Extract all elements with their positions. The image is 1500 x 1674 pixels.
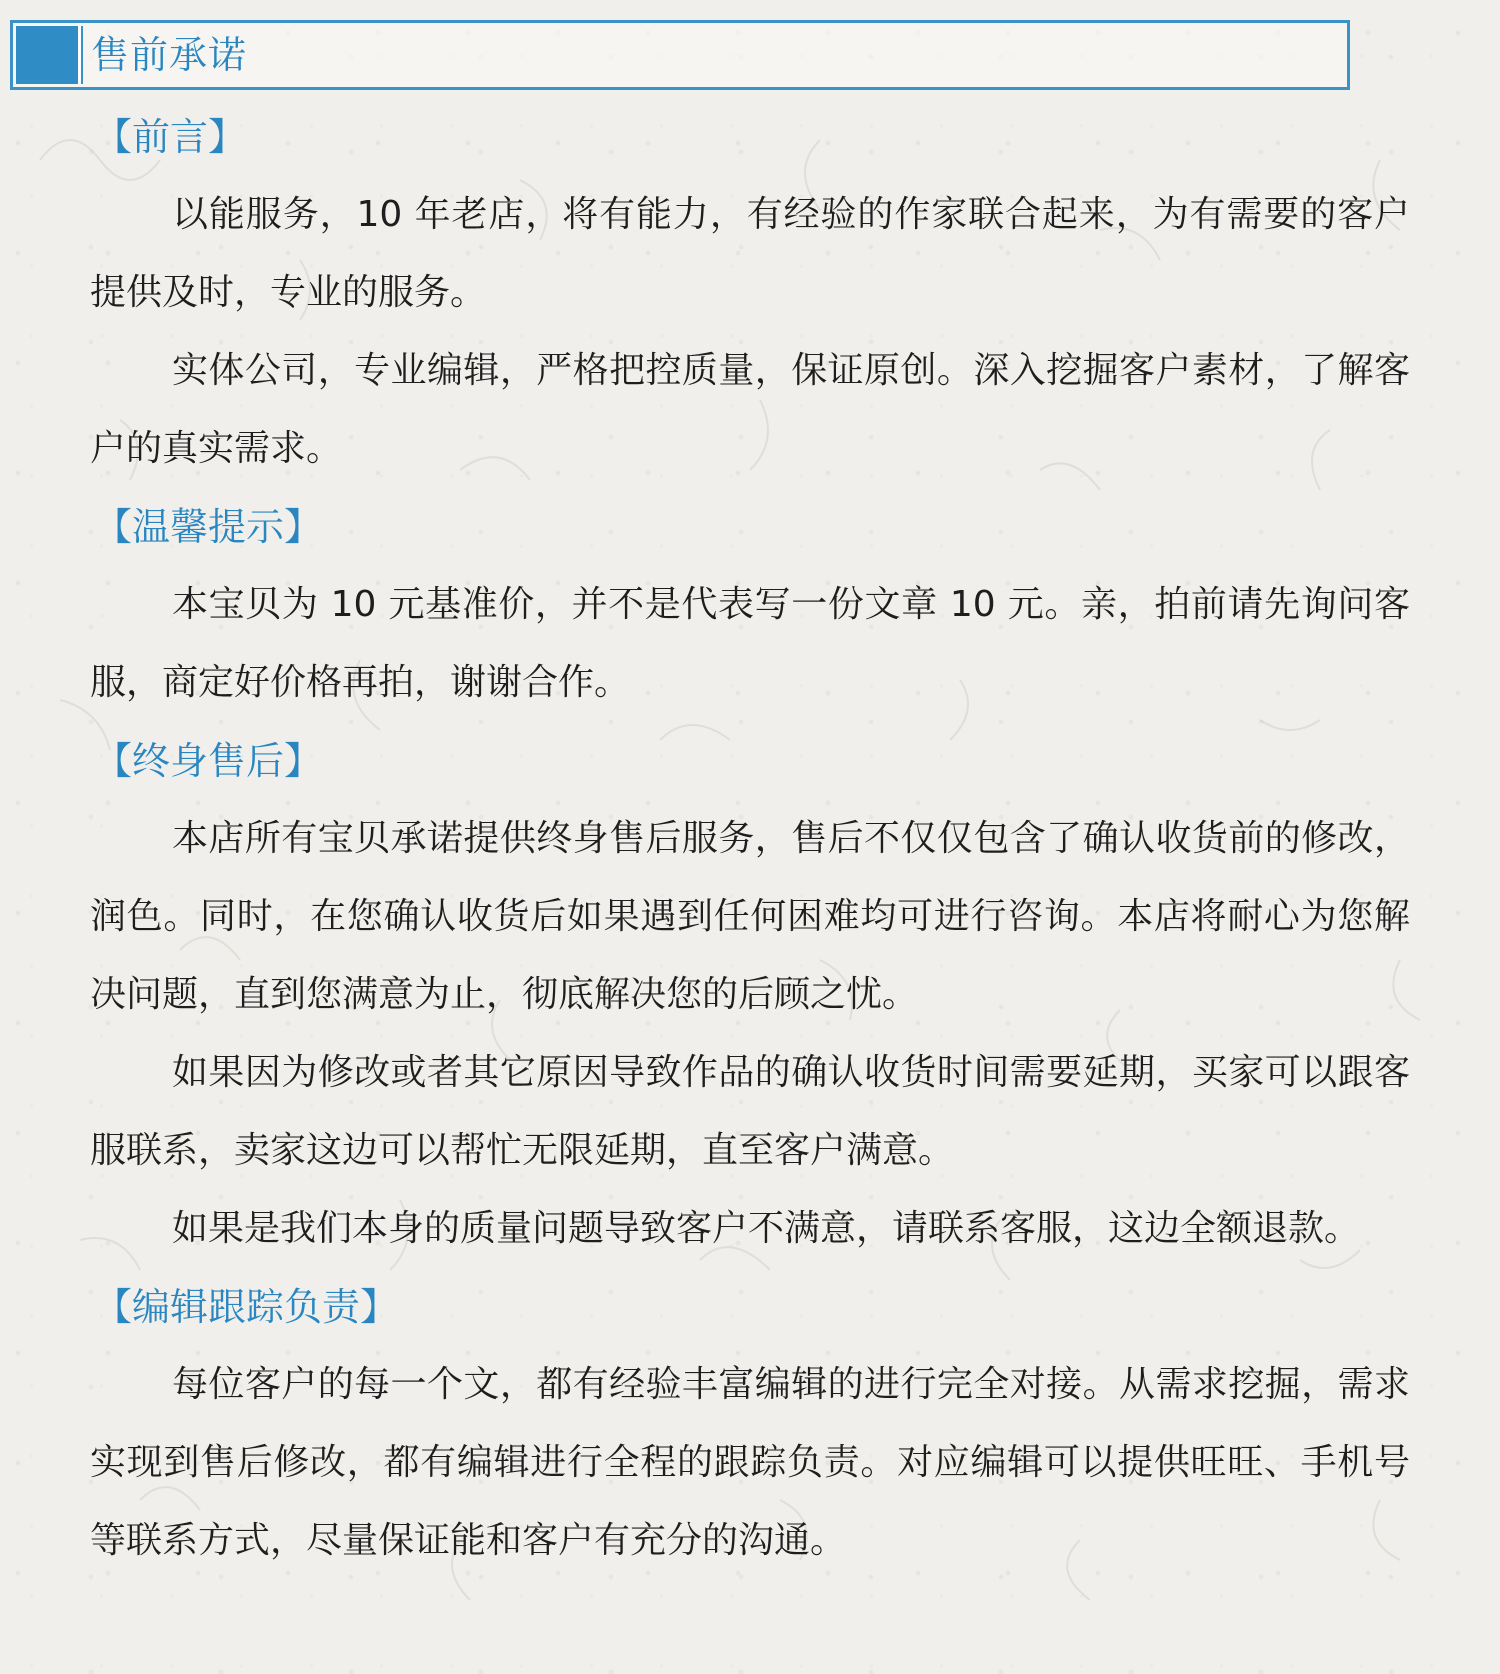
document-body bbox=[90, 98, 1410, 1580]
section-heading: 【编辑跟踪负责】 bbox=[94, 1285, 399, 1329]
section-editor-tracking bbox=[90, 1268, 1410, 1580]
paragraph: 每位客户的每一个文，都有经验丰富编辑的进行完全对接。从需求挖掘，需求实现到售后修改，都有编辑进行全程的跟踪负责。对应编辑可以提供旺旺、手机号等联系方式，尽量保证能和客户有充分的沟通。 bbox=[90, 1364, 1410, 1561]
paragraph: 如果是我们本身的质量问题导致客户不满意，请联系客服，这边全额退款。 bbox=[172, 1208, 1361, 1249]
section-heading: 【终身售后】 bbox=[94, 739, 323, 783]
paragraph: 如果因为修改或者其它原因导致作品的确认收货时间需要延期，买家可以跟客服联系，卖家这边可以帮忙无限延期，直至客户满意。 bbox=[90, 1052, 1410, 1171]
paragraph: 以能服务，10 年老店，将有能力，有经验的作家联合起来，为有需要的客户提供及时，专业的服务。 bbox=[90, 194, 1410, 313]
paragraph: 实体公司，专业编辑，严格把控质量，保证原创。深入挖掘客户素材，了解客户的真实需求。 bbox=[90, 350, 1410, 469]
title-square-icon bbox=[16, 26, 78, 84]
section-heading: 【温馨提示】 bbox=[94, 505, 323, 549]
section-tips bbox=[90, 488, 1410, 722]
paragraph: 本店所有宝贝承诺提供终身售后服务，售后不仅仅包含了确认收货前的修改，润色。同时，在您确认收货后如果遇到任何困难均可进行咨询。本店将耐心为您解决问题，直到您满意为止，彻底解决您的后顾之忧。 bbox=[90, 818, 1410, 1015]
section-preface bbox=[90, 98, 1410, 488]
section-lifetime-aftersales bbox=[90, 722, 1410, 1268]
paragraph: 本宝贝为 10 元基准价，并不是代表写一份文章 10 元。亲，拍前请先询问客服，商定好价格再拍，谢谢合作。 bbox=[90, 584, 1410, 703]
section-title-bar bbox=[10, 20, 1350, 90]
page-title: 售前承诺 bbox=[91, 33, 248, 77]
section-heading: 【前言】 bbox=[94, 115, 247, 159]
